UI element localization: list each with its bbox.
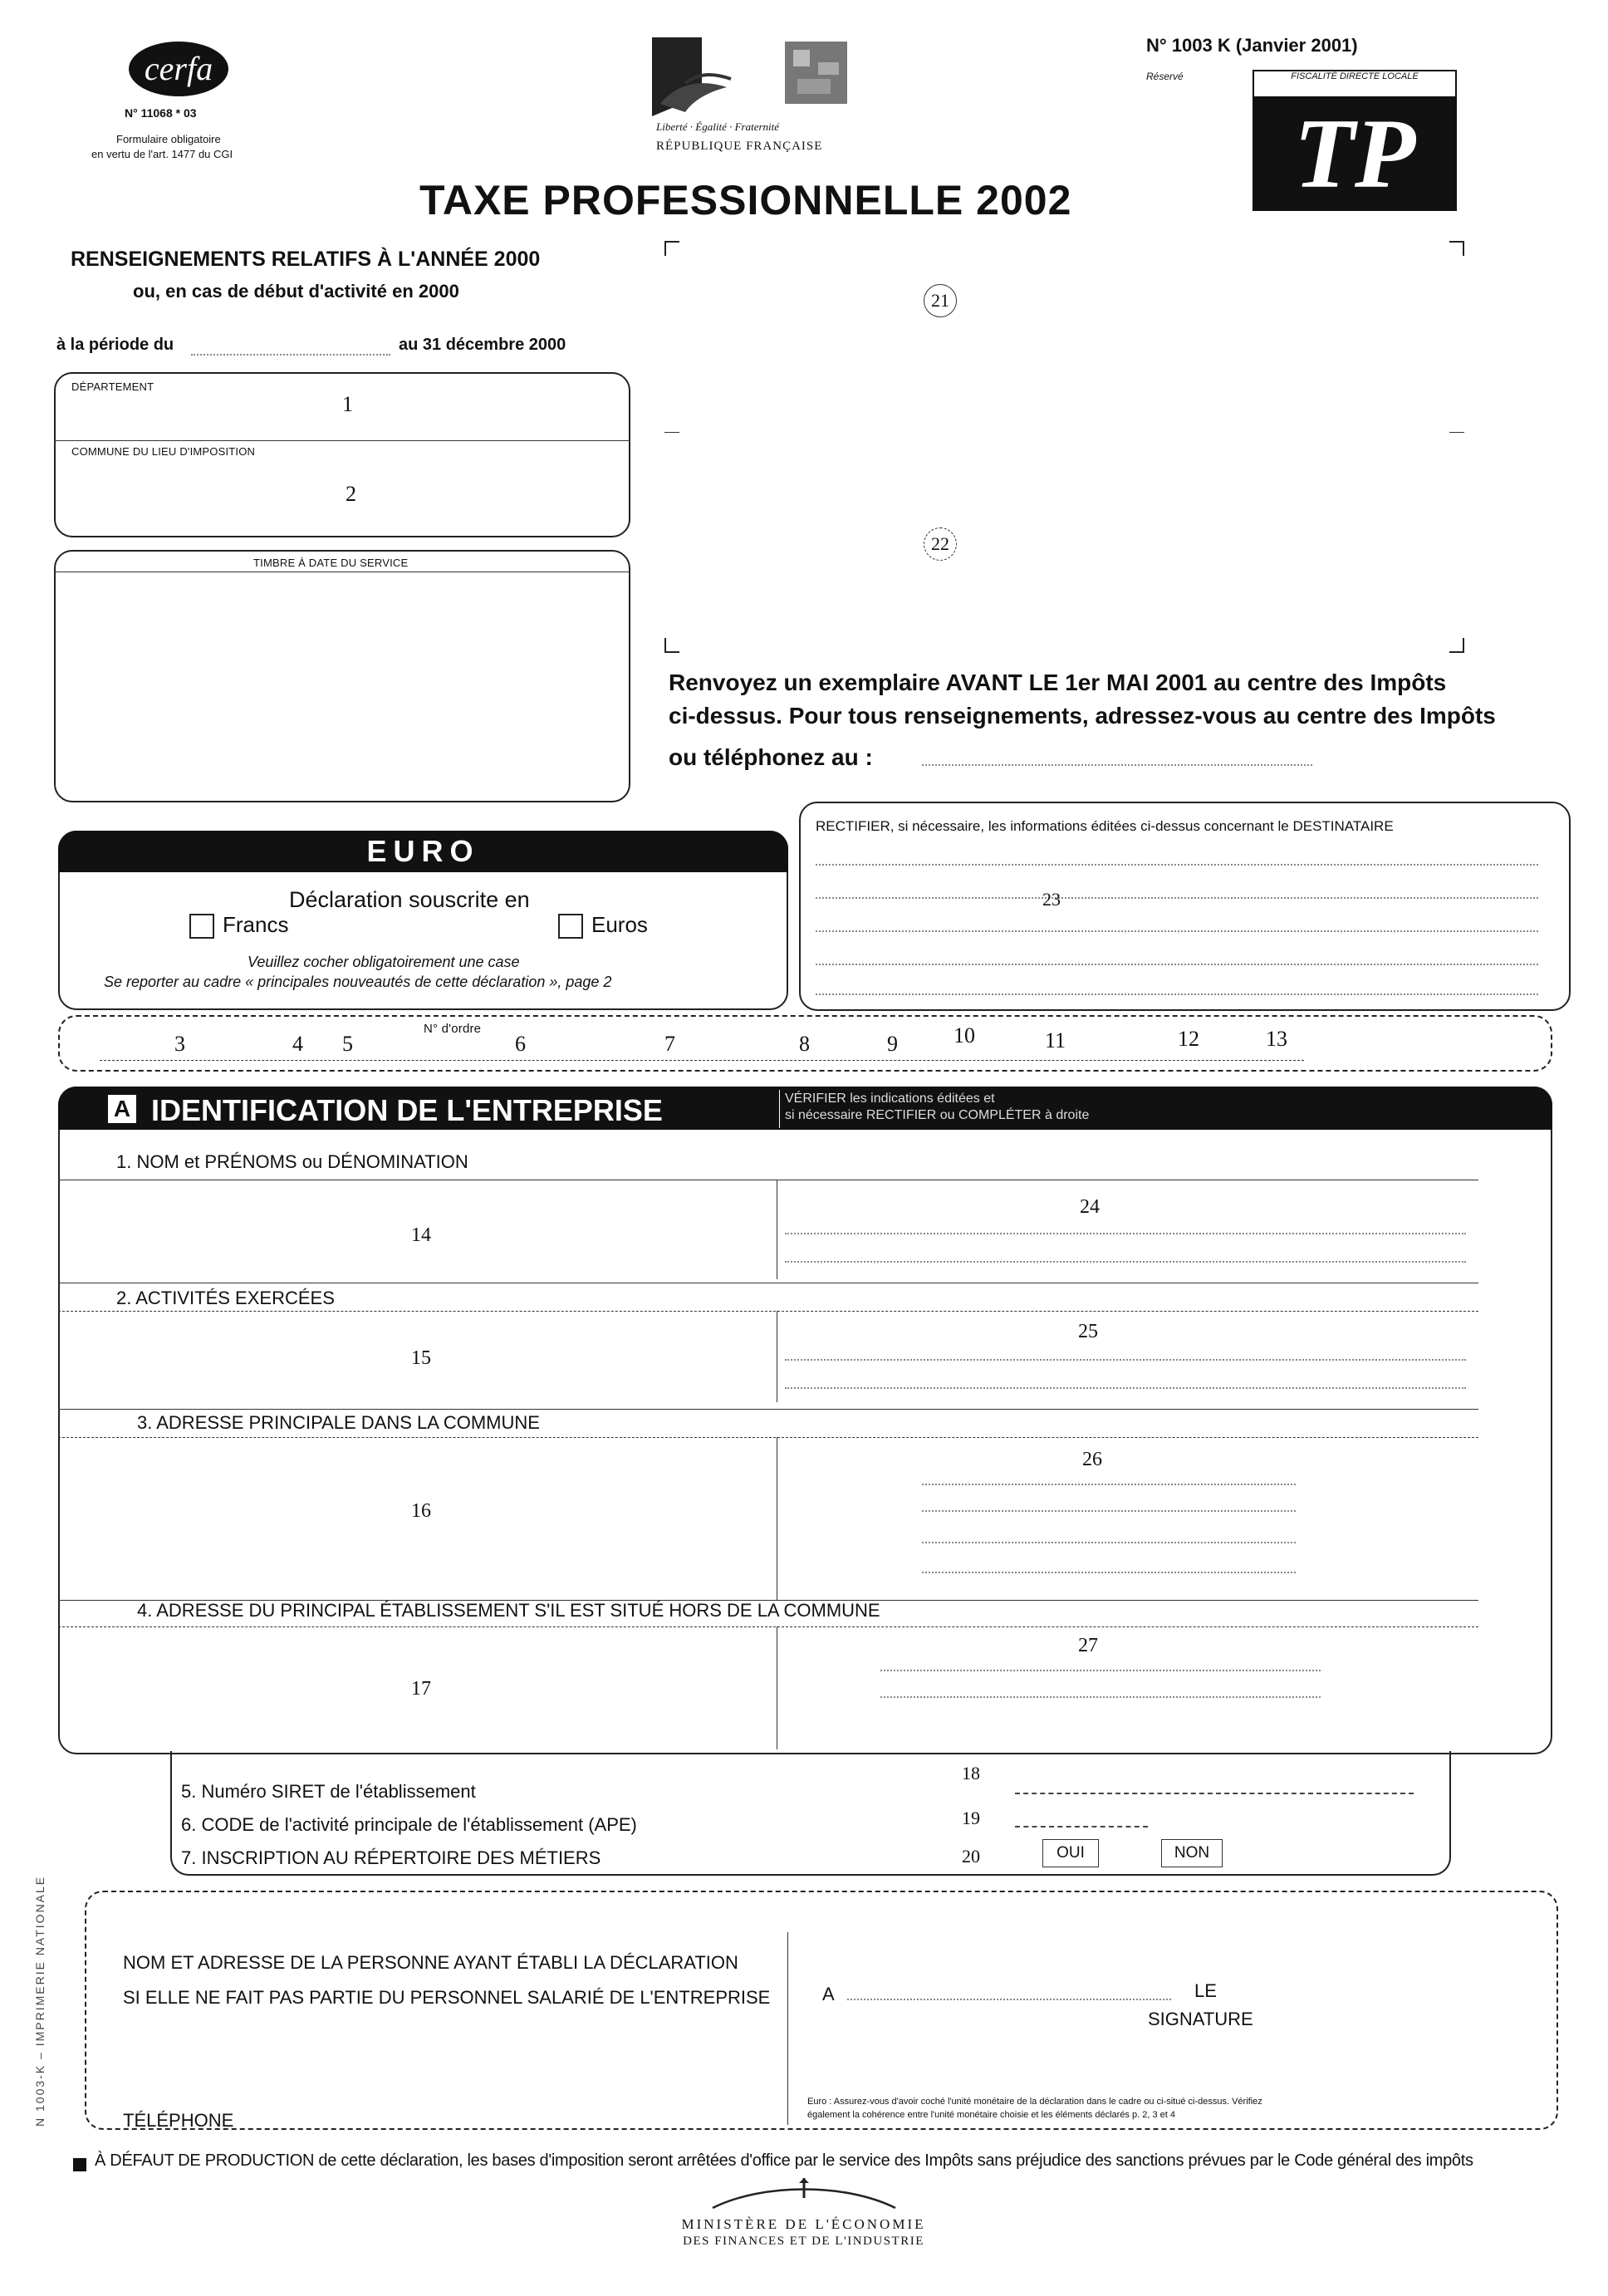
q2-field-right[interactable]: 25: [1078, 1321, 1098, 1342]
return-note-line1: Renvoyez un exemplaire AVANT LE 1er MAI 2001 au centre des Impôts: [669, 670, 1447, 695]
francs-label: Francs: [223, 912, 289, 937]
q1-right-line1[interactable]: [785, 1233, 1466, 1234]
person-line2: SI ELLE NE FAIT PAS PARTIE DU PERSONNEL SALARIÉ DE L'ENTREPRISE: [123, 1987, 771, 2008]
rectifier-line-3[interactable]: [816, 930, 1538, 932]
rectifier-text: RECTIFIER, si nécessaire, les informations éditées ci-dessus concernant le DESTINATAIRE: [816, 818, 1394, 834]
commune-field[interactable]: [346, 482, 356, 507]
sign-place-label: A: [822, 1984, 835, 2004]
q4-field-left[interactable]: 17: [411, 1678, 431, 1700]
code-5[interactable]: 5: [342, 1032, 353, 1056]
period-suffix: au 31 décembre 2000: [399, 336, 566, 354]
code-12[interactable]: 12: [1178, 1027, 1199, 1051]
francs-option[interactable]: [189, 912, 288, 939]
q3-separator: [58, 1409, 1478, 1410]
rectifier-line-4[interactable]: [816, 964, 1538, 965]
non-label: NON: [1174, 1844, 1210, 1862]
oui-box[interactable]: [1042, 1839, 1099, 1867]
address-num-22: [924, 527, 957, 561]
tp-code: TP: [1293, 98, 1416, 209]
window-corner-br: [1449, 638, 1464, 653]
ordre-label: N° d'ordre: [424, 1022, 482, 1036]
info-line2: ou, en cas de début d'activité en 2000: [133, 281, 459, 302]
tp-badge: [1253, 96, 1457, 211]
q1-label: 1. NOM et PRÉNOMS ou DÉNOMINATION: [116, 1151, 468, 1172]
q7-label: 7. INSCRIPTION AU RÉPERTOIRE DES MÉTIERS: [181, 1847, 601, 1868]
commune-num: 2: [346, 482, 356, 506]
q2-field-left[interactable]: 15: [411, 1347, 431, 1369]
q4-top-line: [58, 1626, 1478, 1627]
return-note-line2: ci-dessus. Pour tous renseignements, adressez-vous au centre des Impôts: [669, 703, 1496, 729]
q6-label: 6. CODE de l'activité principale de l'établissement (APE): [181, 1814, 637, 1835]
q4-label: 4. ADRESSE DU PRINCIPAL ÉTABLISSEMENT S'IL EST SITUÉ HORS DE LA COMMUNE: [137, 1600, 880, 1621]
q1-field-left[interactable]: 14: [411, 1224, 431, 1246]
page-title: TAXE PROFESSIONNELLE 2002: [419, 177, 1072, 223]
ministry-line1: MINISTÈRE DE L'ÉCONOMIE: [681, 2216, 926, 2232]
signature-area[interactable]: [831, 2035, 1528, 2093]
department-field[interactable]: [342, 392, 353, 417]
section-a-verify2: si nécessaire RECTIFIER ou COMPLÉTER à droite: [785, 1108, 1090, 1122]
euros-option[interactable]: [558, 912, 648, 939]
commune-label: COMMUNE DU LIEU D'IMPOSITION: [71, 445, 256, 458]
code-3[interactable]: 3: [174, 1032, 185, 1056]
siret-field[interactable]: [1015, 1793, 1414, 1794]
euro-note-line2: également la cohérence entre l'unité monétaire choisie et les éléments déclarés p. 2, 3 et 4: [807, 2110, 1175, 2120]
dept-divider: [54, 440, 630, 441]
cerfa-logo-text: cerfa: [144, 50, 213, 87]
department-num: 1: [342, 392, 353, 416]
q3-right-line3[interactable]: [922, 1542, 1296, 1543]
q3-field-left[interactable]: 16: [411, 1500, 431, 1522]
code-13[interactable]: 13: [1266, 1027, 1287, 1051]
q4-right-line2[interactable]: [880, 1696, 1321, 1698]
cerfa-number: N° 11068 * 03: [125, 106, 197, 120]
stamp-box: [54, 550, 630, 802]
mandatory-line1: Formulaire obligatoire: [116, 133, 221, 145]
q2-top-line: [58, 1311, 1478, 1312]
reserved-label: Réservé: [1146, 71, 1184, 82]
euro-note-line1: Euro : Assurez-vous d'avoir coché l'unité monétaire de la déclaration dans le cadre ou ci-situé ci-dessus. Vérifiez: [807, 2097, 1262, 2107]
sign-date-label: LE: [1194, 1980, 1217, 2001]
footer-warning: À DÉFAUT DE PRODUCTION de cette déclaration, les bases d'imposition seront arrêtées d'office par le service des Impôts sans préjudice des sanctions prévues par le Code général des impôts: [95, 2151, 1473, 2170]
cerfa-logo: [129, 42, 228, 96]
code-10[interactable]: 10: [954, 1023, 975, 1047]
q5-label: 5. Numéro SIRET de l'établissement: [181, 1781, 476, 1802]
q4-right-line1[interactable]: [880, 1670, 1321, 1671]
num22-text: 22: [931, 533, 949, 554]
code-9[interactable]: 9: [887, 1032, 898, 1056]
code-7[interactable]: 7: [664, 1032, 675, 1056]
section-a-title: IDENTIFICATION DE L'ENTREPRISE: [151, 1093, 663, 1127]
period-prefix: à la période du: [56, 336, 174, 354]
euro-note2: Se reporter au cadre « principales nouveautés de cette déclaration », page 2: [104, 974, 612, 990]
stamp-label: TIMBRE À DATE DU SERVICE: [253, 557, 409, 569]
oui-label: OUI: [1056, 1844, 1085, 1862]
window-corner-tl: [664, 241, 679, 256]
address-num-21: [924, 284, 957, 317]
form-reference: N° 1003 K (Janvier 2001): [1146, 35, 1358, 56]
section-a-letter: [108, 1095, 136, 1123]
q4-field-right[interactable]: 27: [1078, 1635, 1098, 1656]
euro-subtitle: Déclaration souscrite en: [289, 887, 530, 912]
code-6[interactable]: 6: [515, 1032, 526, 1056]
euro-title-bar: [58, 831, 788, 872]
non-box[interactable]: [1161, 1839, 1223, 1867]
ministry-emblem: [679, 2176, 929, 2210]
person-box: [85, 1891, 1558, 2130]
side-print-text: N 1003-K – IMPRIMERIE NATIONALE: [33, 1875, 47, 2127]
code-8[interactable]: 8: [799, 1032, 810, 1056]
ape-num: 19: [962, 1808, 980, 1828]
section-a-verify1: VÉRIFIER les indications éditées et: [785, 1092, 995, 1106]
ape-field[interactable]: [1015, 1826, 1148, 1827]
department-label: DÉPARTEMENT: [71, 380, 154, 393]
motto: Liberté · Égalité · Fraternité: [656, 120, 780, 133]
rectifier-num: 23: [1042, 889, 1061, 910]
person-divider: [787, 1932, 788, 2125]
q3-label: 3. ADRESSE PRINCIPALE DANS LA COMMUNE: [137, 1412, 540, 1433]
info-line1: RENSEIGNEMENTS RELATIFS À L'ANNÉE 2000: [71, 248, 541, 271]
return-note-line3: ou téléphonez au :: [669, 744, 873, 770]
q3-top-line: [58, 1437, 1478, 1438]
siret-num: 18: [962, 1763, 980, 1783]
rm-num: 20: [962, 1846, 980, 1867]
tp-caption: [1253, 70, 1457, 98]
section-a-header-divider: [779, 1090, 780, 1128]
q2-right-line2[interactable]: [785, 1387, 1466, 1389]
num21-text: 21: [931, 290, 949, 311]
ministry-line2: DES FINANCES ET DE L'INDUSTRIE: [683, 2235, 924, 2248]
francs-checkbox[interactable]: [189, 914, 214, 939]
section-a-letter-text: A: [113, 1096, 131, 1121]
code-11[interactable]: 11: [1045, 1028, 1066, 1052]
q2-label: 2. ACTIVITÉS EXERCÉES: [116, 1288, 335, 1308]
signature-label: SIGNATURE: [1148, 2009, 1253, 2029]
q2-right-line1[interactable]: [785, 1359, 1466, 1361]
sign-place-field[interactable]: [847, 1999, 1171, 2000]
mandatory-line2: en vertu de l'art. 1477 du CGI: [91, 148, 233, 160]
euros-label: Euros: [591, 912, 648, 937]
rectifier-line-5[interactable]: [816, 993, 1538, 995]
tp-caption-text: FISCALITÉ DIRECTE LOCALE: [1291, 71, 1419, 81]
q1-right-line2[interactable]: [785, 1261, 1466, 1263]
period-start-field[interactable]: [191, 354, 390, 356]
window-corner-bl: [664, 638, 679, 653]
q3-right-line4[interactable]: [922, 1572, 1296, 1573]
phone-field[interactable]: [922, 764, 1312, 766]
rectifier-line-2[interactable]: [816, 897, 1538, 899]
footer-bullet: [73, 2158, 86, 2171]
code-underline: [100, 1060, 1304, 1061]
window-corner-tr: [1449, 241, 1464, 256]
code-4[interactable]: 4: [292, 1032, 303, 1056]
rectifier-line-1[interactable]: [816, 864, 1538, 866]
q3-right-line2[interactable]: [922, 1510, 1296, 1512]
euro-note1: Veuillez cocher obligatoirement une case: [248, 954, 520, 970]
euro-title: EURO: [366, 834, 480, 868]
person-phone-label: TÉLÉPHONE: [123, 2110, 234, 2131]
q1-field-right[interactable]: 24: [1080, 1196, 1100, 1218]
person-line1: NOM ET ADRESSE DE LA PERSONNE AYANT ÉTABLI LA DÉCLARATION: [123, 1952, 738, 1973]
q3-field-right[interactable]: 26: [1082, 1449, 1102, 1470]
marianne-logo: [652, 37, 851, 120]
window-mark-right: [1449, 432, 1464, 433]
republic: RÉPUBLIQUE FRANÇAISE: [656, 140, 823, 153]
euros-checkbox[interactable]: [558, 914, 583, 939]
window-mark-left: [664, 432, 679, 433]
q3-right-line1[interactable]: [922, 1484, 1296, 1485]
